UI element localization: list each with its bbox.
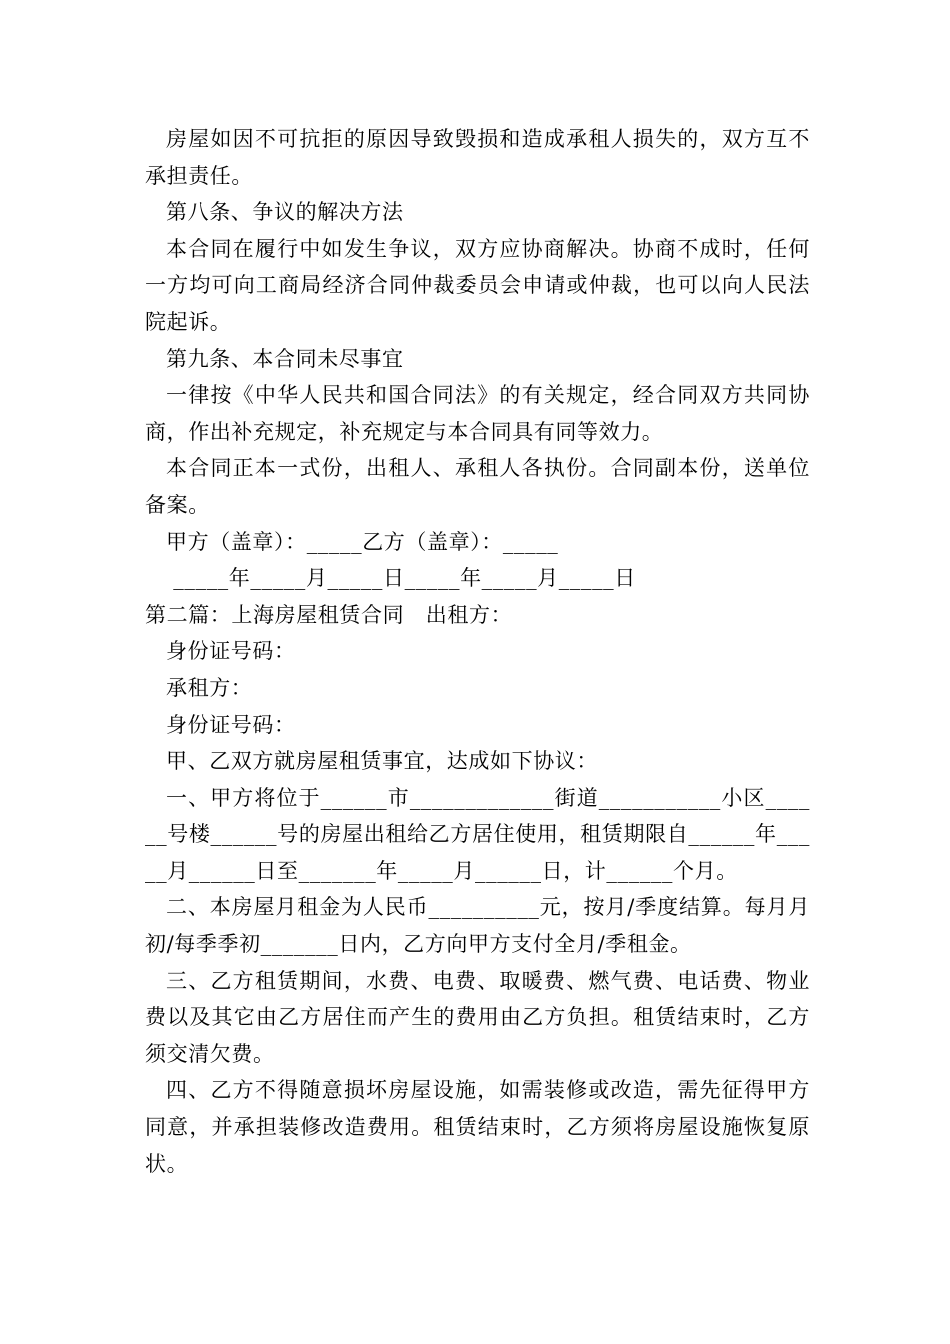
clause-4-facilities: 四、乙方不得随意损坏房屋设施，如需装修或改造，需先征得甲方同意，并承担装修改造费用。租赁结束时，乙方须将房屋设施恢复原状。 (145, 1078, 810, 1176)
paragraph-supplementary: 一律按《中华人民共和国合同法》的有关规定，经合同双方共同协商，作出补充规定，补充规定与本合同具有同等效力。 (145, 383, 810, 444)
signature-line: 甲方（盖章）：_____乙方（盖章）：_____ (166, 529, 559, 554)
document-page (145, 121, 810, 1182)
article-8-heading: 第八条、争议的解决方法 (166, 200, 404, 225)
paragraph-force-majeure: 房屋如因不可抗拒的原因导致毁损和造成承租人损失的，双方互不承担责任。 (145, 127, 810, 188)
clause-3-utilities: 三、乙方租赁期间，水费、电费、取暖费、燃气费、电话费、物业费以及其它由乙方居住而产生的费用由乙方负担。租赁结束时，乙方须交清欠费。 (145, 968, 810, 1066)
date-line: _____年_____月_____日_____年_____月_____日 (166, 566, 636, 591)
second-contract-title: 第二篇：上海房屋租赁合同 出租方： (145, 602, 513, 627)
paragraph-dispute-resolution: 本合同在履行中如发生争议，双方应协商解决。协商不成时，任何一方均可向工商局经济合同仲裁委员会申请或仲裁，也可以向人民法院起诉。 (145, 236, 810, 334)
lessee-id-label: 身份证号码： (166, 712, 296, 737)
clause-1-location-term: 一、甲方将位于______市_____________街道___________小区______号楼______号的房屋出租给乙方居住使用，租赁期限自______年_____月______日至_______年_____月______日，计______个月。 (145, 785, 810, 883)
paragraph-copies: 本合同正本一式份，出租人、承租人各执份。合同副本份，送单位备案。 (145, 456, 810, 517)
lessee-label: 承租方： (166, 675, 253, 700)
lessor-id-label: 身份证号码： (166, 639, 296, 664)
agreement-intro: 甲、乙双方就房屋租赁事宜，达成如下协议： (166, 749, 598, 774)
article-9-heading: 第九条、本合同未尽事宜 (166, 346, 404, 371)
clause-2-rent: 二、本房屋月租金为人民币__________元，按月/季度结算。每月月初/每季季初_______日内，乙方向甲方支付全月/季租金。 (145, 895, 810, 957)
